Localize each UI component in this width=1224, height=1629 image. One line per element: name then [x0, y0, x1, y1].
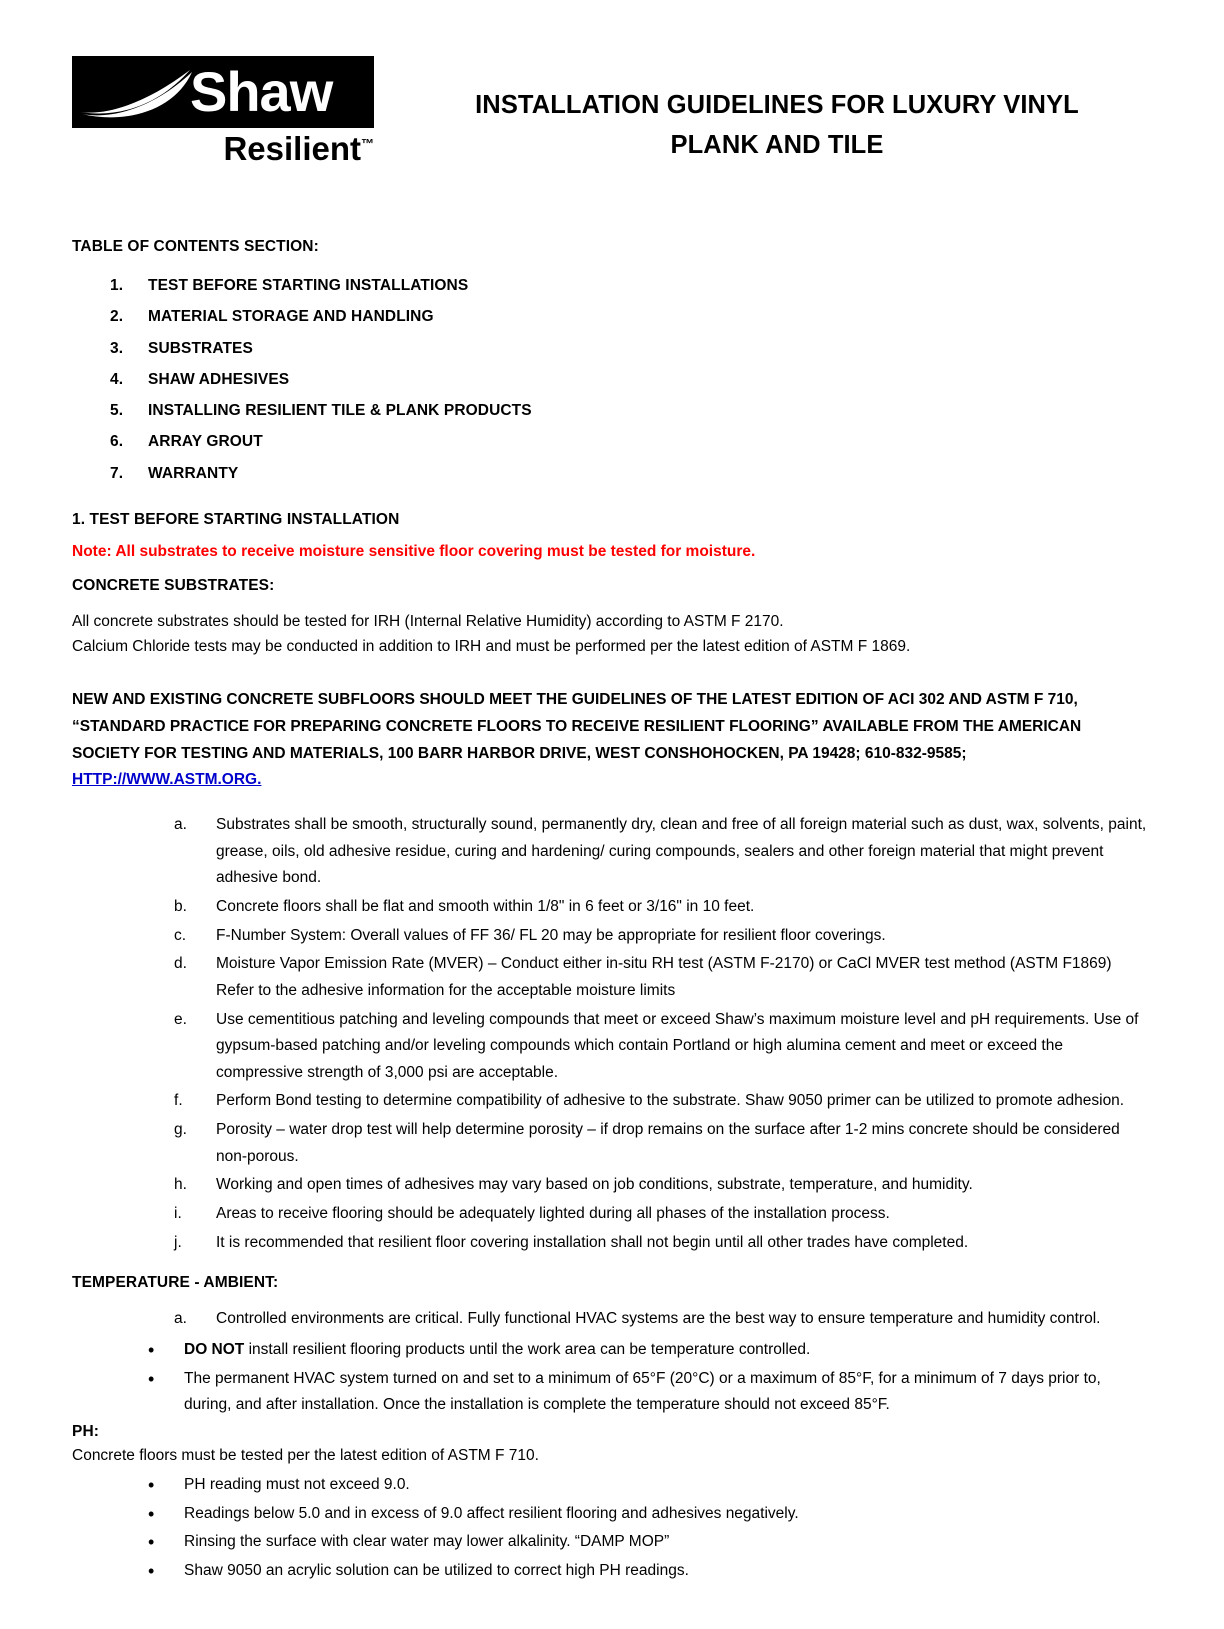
list-item: Concrete floors shall be flat and smooth within 1/8" in 6 feet or 3/16" in 10 feet. [216, 897, 755, 915]
toc-item: ARRAY GROUT [148, 433, 263, 451]
temperature-heading: TEMPERATURE - AMBIENT: [72, 1274, 279, 1292]
list-item: F-Number System: Overall values of FF 36/ FL 20 may be appropriate for resilient floor coverings. [216, 926, 886, 944]
logo-subword-text: Resilient [223, 130, 361, 167]
page-title [402, 52, 1152, 165]
ph-bullets [72, 1472, 1152, 1585]
logo-trademark: ™ [361, 136, 374, 151]
concrete-paragraph-1: All concrete substrates should be tested for IRH (Internal Relative Humidity) according to ASTM F 2170. [72, 613, 784, 631]
toc-list [72, 270, 1152, 489]
toc-item: MATERIAL STORAGE AND HANDLING [148, 308, 434, 326]
toc-heading: TABLE OF CONTENTS SECTION: [72, 238, 319, 255]
list-item: • PH reading must not exceed 9.0. [184, 1472, 1152, 1499]
list-item: Use cementitious patching and leveling compounds that meet or exceed Shaw’s maximum moisture level and pH requirements. Use of gypsum-based patching and/or leveling compounds which contain Portland or high alumina cement and meet or exceed the compressive strength of 3,000 psi are acceptable. [216, 1010, 1139, 1081]
moisture-note: Note: All substrates to receive moisture sensitive floor covering must be tested for moisture. [72, 543, 756, 561]
astm-website-link[interactable]: HTTP://WWW.ASTM.ORG. [72, 771, 262, 789]
temperature-list [72, 1306, 1152, 1333]
spacer [72, 673, 1152, 687]
list-item: Perform Bond testing to determine compatibility of adhesive to the substrate. Shaw 9050 primer can be utilized to promote adhesion. [216, 1092, 1125, 1110]
standards-text: NEW AND EXISTING CONCRETE SUBFLOORS SHOULD MEET THE GUIDELINES OF THE LATEST EDITION OF ACI 302 AND ASTM F 710, “STANDARD PRACTICE FOR PREPARING CONCRETE FLOORS TO RECEIVE RESILIENT FLOORING” AVAILABLE FROM THE AMERICAN SOCIETY FOR TESTING AND MATERIALS, 100 BARR HARBOR DRIVE, WEST CONSHOHOCKEN, PA 19428; 610-832-9585; [72, 691, 1082, 762]
logo-subword [72, 130, 374, 168]
standards-block [72, 687, 1152, 794]
list-item: • Shaw 9050 an acrylic solution can be utilized to correct high PH readings. [184, 1558, 1152, 1585]
list-item: Porosity – water drop test will help determine porosity – if drop remains on the surface after 1-2 mins concrete should be considered non-porous. [216, 1121, 1120, 1165]
logo-wordmark: Shaw [190, 60, 333, 123]
section1-heading: 1. TEST BEFORE STARTING INSTALLATION [72, 511, 400, 529]
swoosh-icon [78, 62, 196, 122]
concrete-paragraph-2: Calcium Chloride tests may be conducted in addition to IRH and must be performed per the latest edition of ASTM F 1869. [72, 638, 911, 656]
toc-item: TEST BEFORE STARTING INSTALLATIONS [148, 277, 469, 294]
list-item: It is recommended that resilient floor covering installation shall not begin until all other trades have completed. [216, 1233, 969, 1251]
bullet-text: install resilient flooring products until the work area can be temperature controlled. [244, 1341, 811, 1359]
list-item [184, 1366, 1152, 1419]
list-item [184, 1337, 1152, 1364]
list-item: Moisture Vapor Emission Rate (MVER) – Conduct either in-situ RH test (ASTM F-2170) or CaCl MVER test method (ASTM F1869) Refer to the adhesive information for the acceptable moisture limits [216, 955, 1112, 999]
toc-item: SHAW ADHESIVES [148, 370, 290, 388]
ph-intro: Concrete floors must be tested per the latest edition of ASTM F 710. [72, 1447, 539, 1465]
list-item: Substrates shall be smooth, structurally sound, permanently dry, clean and free of all foreign material such as dust, wax, solvents, paint, grease, oils, old adhesive residue, curing and hardening/ curing compounds, sealers and other foreign material that might prevent adhesive bond. [216, 815, 1147, 887]
bullet-text: The permanent HVAC system turned on and set to a minimum of 65°F (20°C) or a maximum of 85°F, for a minimum of 7 days prior to, during, and after installation. Once the installation is complete the temperature should not exceed 85°F. [184, 1369, 1101, 1414]
concrete-substrates-heading: CONCRETE SUBSTRATES: [72, 577, 275, 595]
shaw-resilient-logo [72, 52, 382, 168]
list-item: • Rinsing the surface with clear water may lower alkalinity. “DAMP MOP” [184, 1529, 1152, 1556]
page-title-line1: INSTALLATION GUIDELINES FOR LUXURY VINYL [475, 91, 1079, 119]
toc-item: WARRANTY [148, 464, 239, 482]
substrate-requirements-list [72, 812, 1152, 1257]
toc-item: SUBSTRATES [148, 339, 253, 357]
do-not-emphasis: DO NOT [184, 1341, 245, 1359]
toc-item: INSTALLING RESILIENT TILE & PLANK PRODUCTS [148, 402, 532, 420]
logo-mark [72, 56, 374, 128]
temperature-bullets [72, 1337, 1152, 1419]
list-item: Working and open times of adhesives may vary based on job conditions, substrate, temperature, and humidity. [216, 1176, 973, 1194]
list-item: • Readings below 5.0 and in excess of 9.0 affect resilient flooring and adhesives negatively. [184, 1501, 1152, 1528]
page-title-line2: PLANK AND TILE [670, 130, 884, 159]
list-item: Controlled environments are critical. Fully functional HVAC systems are the best way to ensure temperature and humidity control. [216, 1310, 1101, 1328]
document-header [72, 52, 1152, 168]
list-item: Areas to receive flooring should be adequately lighted during all phases of the installation process. [216, 1205, 890, 1223]
ph-heading: PH: [72, 1423, 99, 1441]
